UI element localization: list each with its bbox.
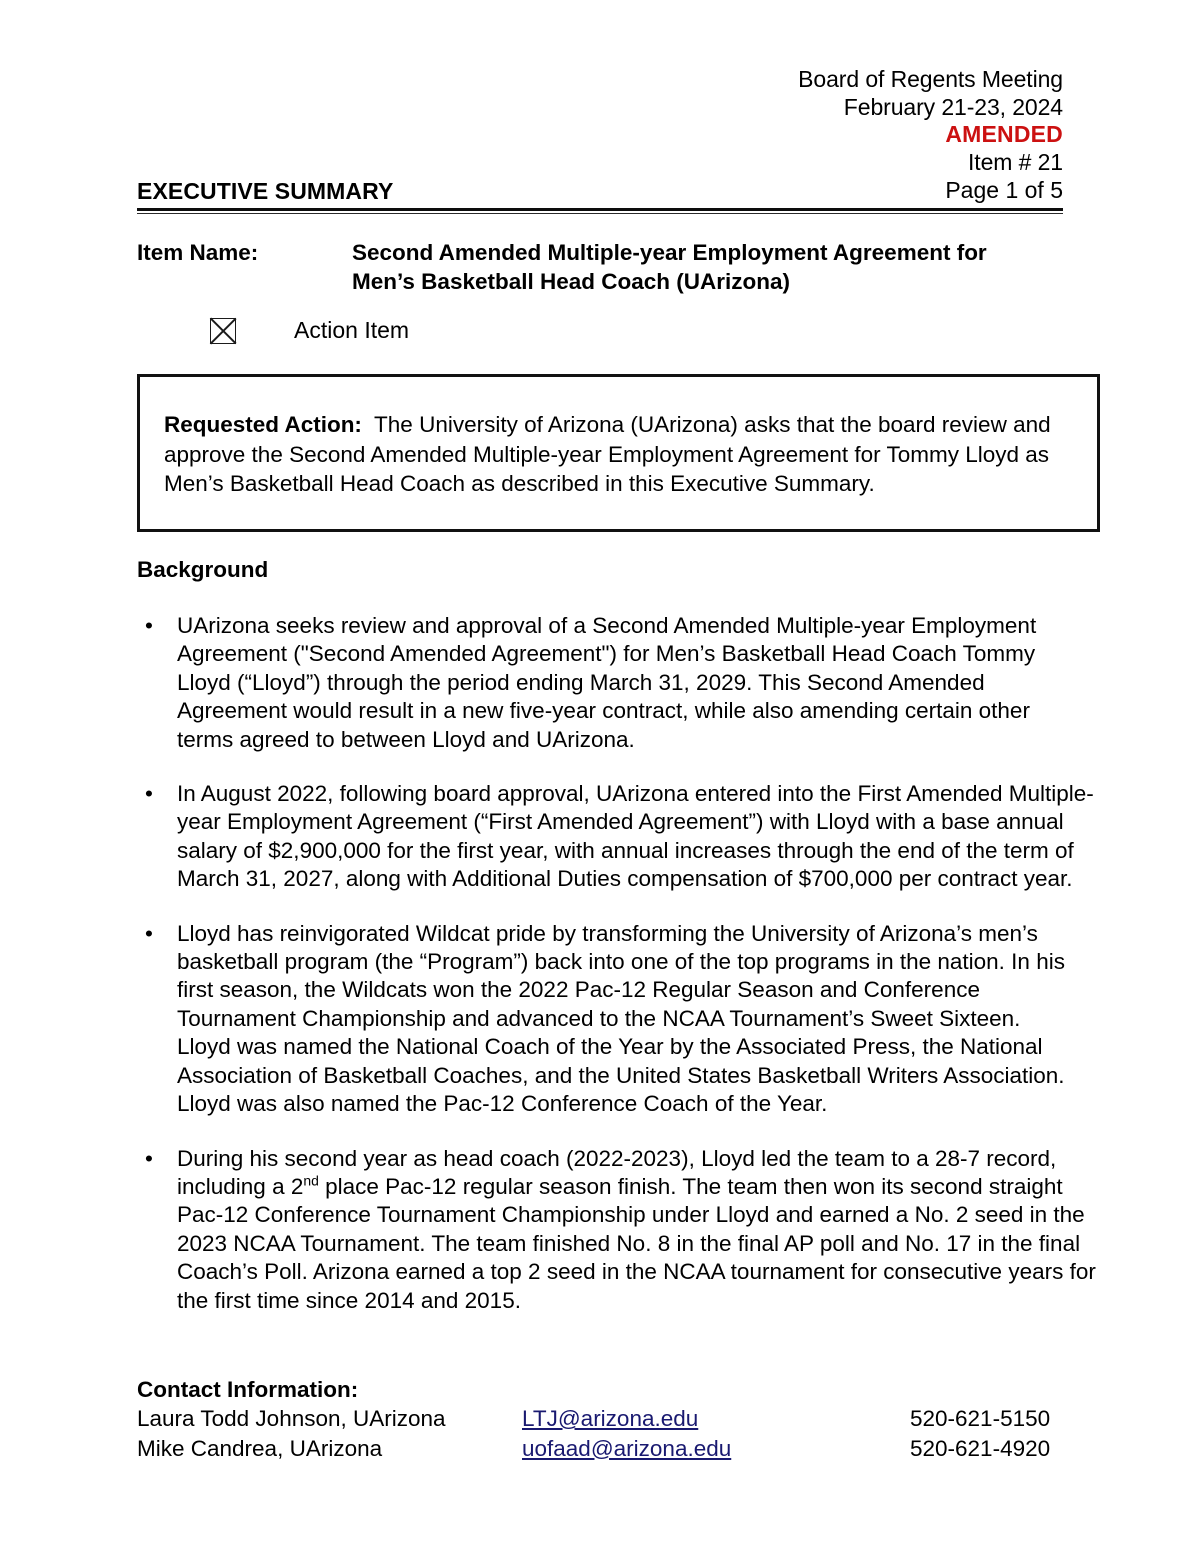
requested-action-text — [164, 410, 1075, 499]
contact-name: Mike Candrea, UArizona — [137, 1435, 383, 1461]
list-item — [137, 1145, 1097, 1315]
page-number: Page 1 of 5 — [945, 177, 1063, 203]
requested-action-body: The University of Arizona (UArizona) asks that the board review and approve the Second Amended Multiple-year Employment Agreement for Tommy Lloyd as Men’s Basketball Head Coach as described in this Executive Summary. — [164, 412, 1051, 496]
document-header — [137, 66, 1063, 222]
contact-name: Laura Todd Johnson, UArizona — [137, 1406, 446, 1431]
item-name-label: Item Name: — [137, 240, 259, 265]
ordinal-suffix: nd — [303, 1172, 319, 1189]
list-item-text-part1: During his second year as head coach (2022-2023), Lloyd led the team to a 28-7 record, including a 2 — [177, 1145, 1057, 1199]
list-item — [137, 780, 1097, 894]
contact-email[interactable] — [522, 1404, 910, 1434]
background-bullet-list — [137, 612, 1096, 1315]
bullet-marker: • — [145, 613, 153, 638]
contact-email-link[interactable]: LTJ@arizona.edu — [522, 1406, 699, 1431]
item-name-value: Second Amended Multiple-year Employment Agreement for Men’s Basketball Head Coach (UArizona) — [352, 240, 987, 294]
header-meta-block — [137, 66, 1063, 176]
item-number: Item # 21 — [968, 148, 1063, 175]
contact-row — [137, 1404, 1072, 1434]
page-title: EXECUTIVE SUMMARY — [137, 177, 394, 204]
action-item-row[interactable] — [210, 317, 409, 344]
contact-information — [137, 1375, 1072, 1463]
contact-phone: 520-621-4920 — [910, 1435, 1051, 1461]
contact-phone: 520-621-5150 — [910, 1406, 1051, 1431]
header-bottom-row — [137, 177, 1063, 205]
contact-row — [137, 1434, 1072, 1464]
checked-box-x-icon[interactable] — [210, 318, 236, 344]
meeting-dates: February 21-23, 2024 — [843, 93, 1063, 120]
bullet-marker: • — [145, 920, 153, 946]
background-heading: Background — [137, 557, 269, 582]
list-item-text-part2: place Pac-12 regular season finish. The team then won its second straight Pac-12 Conference Tournament Championship under Lloyd and earned a No. 2 seed in the 2023 NCAA Tournament. The team finished No. 8 in the final AP poll and No. 17 in the final Coach’s Poll. Arizona earned a top 2 seed in the NCAA tournament for consecutive years for the first time since 2014 and 2015. — [177, 1173, 1096, 1313]
contact-email[interactable] — [522, 1434, 910, 1464]
bullet-marker: • — [145, 781, 153, 807]
requested-action-box — [137, 374, 1100, 532]
bullet-marker: • — [145, 1145, 153, 1171]
item-name-row — [137, 238, 1063, 296]
meeting-title: Board of Regents Meeting — [798, 66, 1063, 92]
list-item — [137, 612, 1070, 754]
header-divider — [137, 208, 1063, 214]
list-item-text: Lloyd has reinvigorated Wildcat pride by transforming the University of Arizona’s men’s basketball program (the “Program”) back into one of the top programs in the nation. In his first season, the Wildcats won the 2022 Pac-12 Regular Season and Conference Tournament Championship and advanced to the NCAA Tournament’s Sweet Sixteen. Lloyd was named the National Coach of the Year by the Associated Press, the National Association of Basketball Coaches, and the United States Basketball Writers Association. Lloyd was also named the Pac-12 Conference Coach of the Year. — [177, 920, 1065, 1117]
action-item-label: Action Item — [294, 317, 410, 343]
contact-email-link[interactable]: uofaad@arizona.edu — [522, 1435, 732, 1461]
contact-heading: Contact Information: — [137, 1377, 359, 1402]
list-item-text: UArizona seeks review and approval of a Second Amended Multiple-year Employment Agreement ("Second Amended Agreement") for Men’s Basketball Head Coach Tommy Lloyd (“Lloyd”) through the period ending March 31, 2029. This Second Amended Agreement would result in a new five-year contract, while also amending certain other terms agreed to between Lloyd and UArizona. — [177, 613, 1037, 752]
amended-badge: AMENDED — [945, 121, 1063, 147]
requested-action-label: Requested Action: — [164, 412, 362, 437]
list-item-text: In August 2022, following board approval, UArizona entered into the First Amended Multiple-year Employment Agreement (“First Amended Agreement”) with Lloyd with a base annual salary of $2,900,000 for the first year, with annual increases through the end of the term of March 31, 2027, along with Additional Duties compensation of $700,000 per contract year. — [177, 781, 1094, 892]
list-item — [137, 920, 1077, 1119]
